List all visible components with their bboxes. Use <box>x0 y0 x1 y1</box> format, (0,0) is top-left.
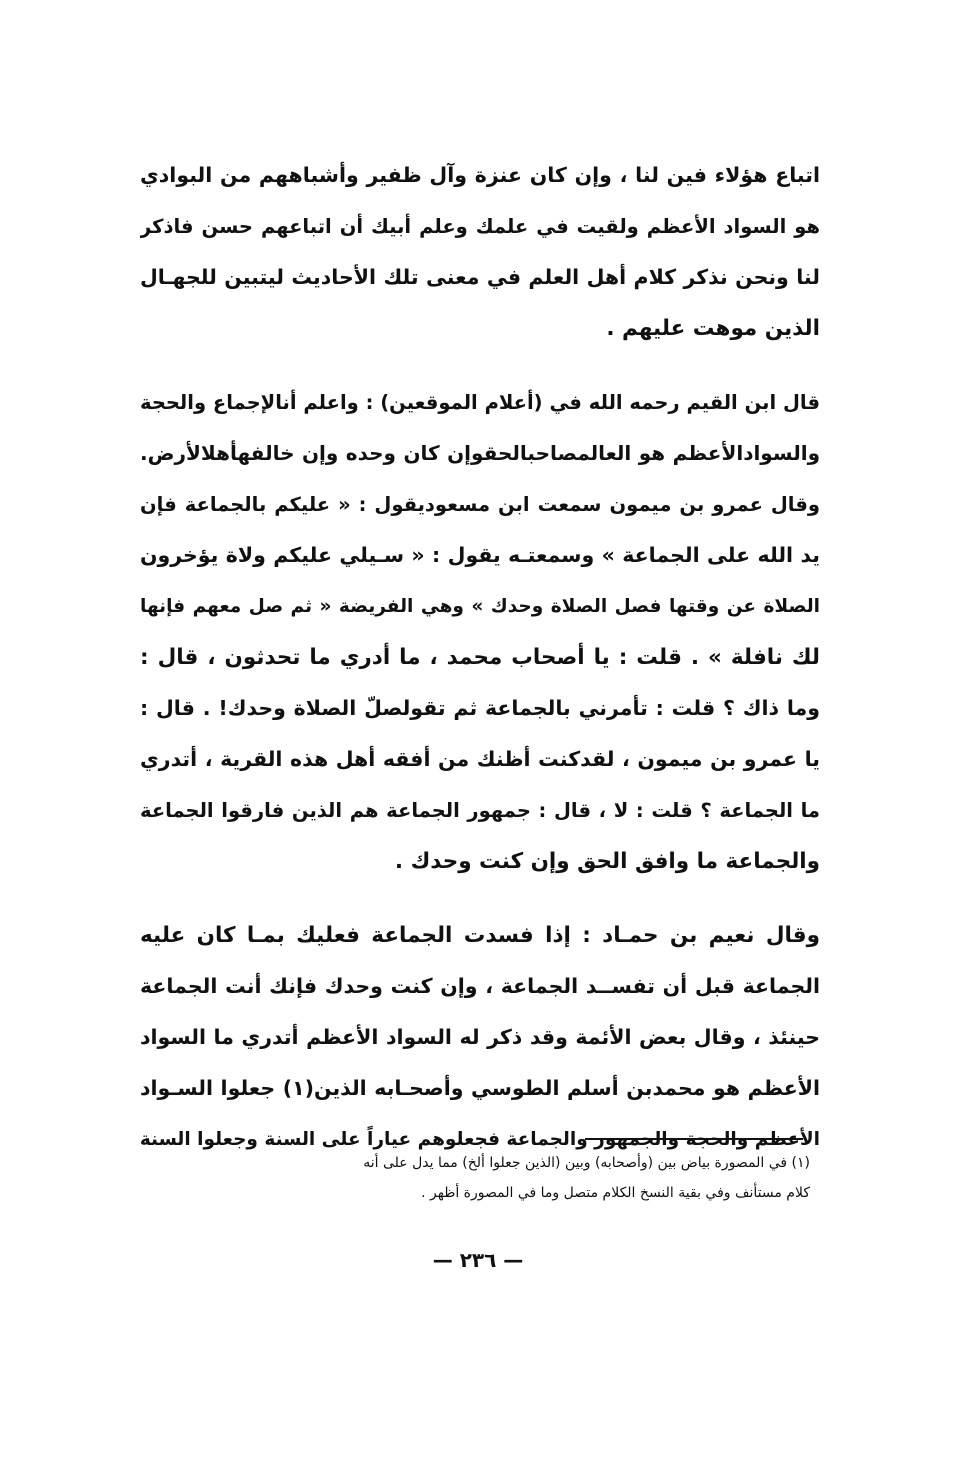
paragraph-spacer <box>140 354 820 377</box>
text-line: وما ذاك ؟ قلت : تأمرني بالجماعة ثم تقولصلّ الصلاة وحدك! . قال : <box>140 696 820 720</box>
text-line: لك نافلة » . قلت : يا أصحاب محمد ، ما أدري ما تحدثون ، قال : <box>140 645 820 670</box>
text-line: يا عمرو بن ميمون ، لقدكنت أظنك من أفقه أهل هذه القرية ، أتدري <box>140 747 820 771</box>
text-line: ما الجماعة ؟ قلت : لا ، قال : جمهور الجماعة هم الذين فارقوا الجماعة <box>140 799 820 822</box>
text-line: حينئذ ، وقال بعض الأئمة وقد ذكر له السواد الأعظم أتدري ما السواد <box>140 1025 820 1049</box>
text-line: لنا ونحن نذكر كلام أهل العلم في معنى تلك الأحاديث ليتبين للجهـال <box>140 265 820 289</box>
text-line: والسوادالأعظم هو العالمصاحبالحقوإن كان وحده وإن خالفهأهلالأرض. <box>140 441 820 465</box>
footnote <box>140 1148 810 1208</box>
text-line: يد الله على الجماعة » وسمعتـه يقول : « سـيلي عليكم ولاة يؤخرون <box>140 543 820 567</box>
main-text <box>140 150 820 1165</box>
text-line: الجماعة قبل أن تفســد الجماعة ، وإن كنت وحدك فإنك أنت الجماعة <box>140 974 820 998</box>
text-line: الذين موهت عليهم . <box>606 316 820 341</box>
text-line: وقال عمرو بن ميمون سمعت ابن مسعوديقول : « عليكم بالجماعة فإن <box>140 493 820 516</box>
text-line: الأعظم والحجة والجمهور والجماعة فجعلوهم عياراً على السنة وجعلوا السنة <box>140 1129 820 1150</box>
footnote-line: كلام مستأنف وفي بقية النسخ الكلام متصل وما في المصورة أظهر . <box>421 1185 810 1201</box>
text-line: اتباع هؤلاء فين لنا ، وإن كان عنزة وآل ظفير وأشباههم من البوادي <box>140 163 820 187</box>
paragraph-2 <box>140 377 820 887</box>
footnote-divider <box>585 1138 803 1140</box>
text-line: والجماعة ما وافق الحق وإن كنت وحدك . <box>394 849 820 874</box>
text-line: وقال نعيم بن حمـاد : إذا فسدت الجماعة فعليك بمـا كان عليه <box>140 923 820 948</box>
text-line: هو السواد الأعظم ولقيت في علمك وعلم أبيك أن اتباعهم حسن فاذكر <box>140 215 820 238</box>
text-line: قال ابن القيم رحمه الله في (أعلام الموقعين) : واعلم أنالإجماع والحجة <box>140 391 820 414</box>
text-line: الأعظم هو محمدبن أسلم الطوسي وأصحـابه الذين(١) جعلوا السـواد <box>140 1076 820 1100</box>
footnote-line: (١) في المصورة بياض بين (وأصحابه) وبين (الذين جعلوا ألخ) مما يدل على أنه <box>363 1155 810 1171</box>
paragraph-spacer <box>140 887 820 910</box>
text-line: الصلاة عن وقتها فصل الصلاة وحدك » وهي الفريضة « ثم صل معهم فإنها <box>140 596 820 617</box>
paragraph-1 <box>140 150 820 354</box>
page-number: — ٢٣٦ — <box>432 1248 524 1272</box>
paragraph-3 <box>140 910 820 1165</box>
